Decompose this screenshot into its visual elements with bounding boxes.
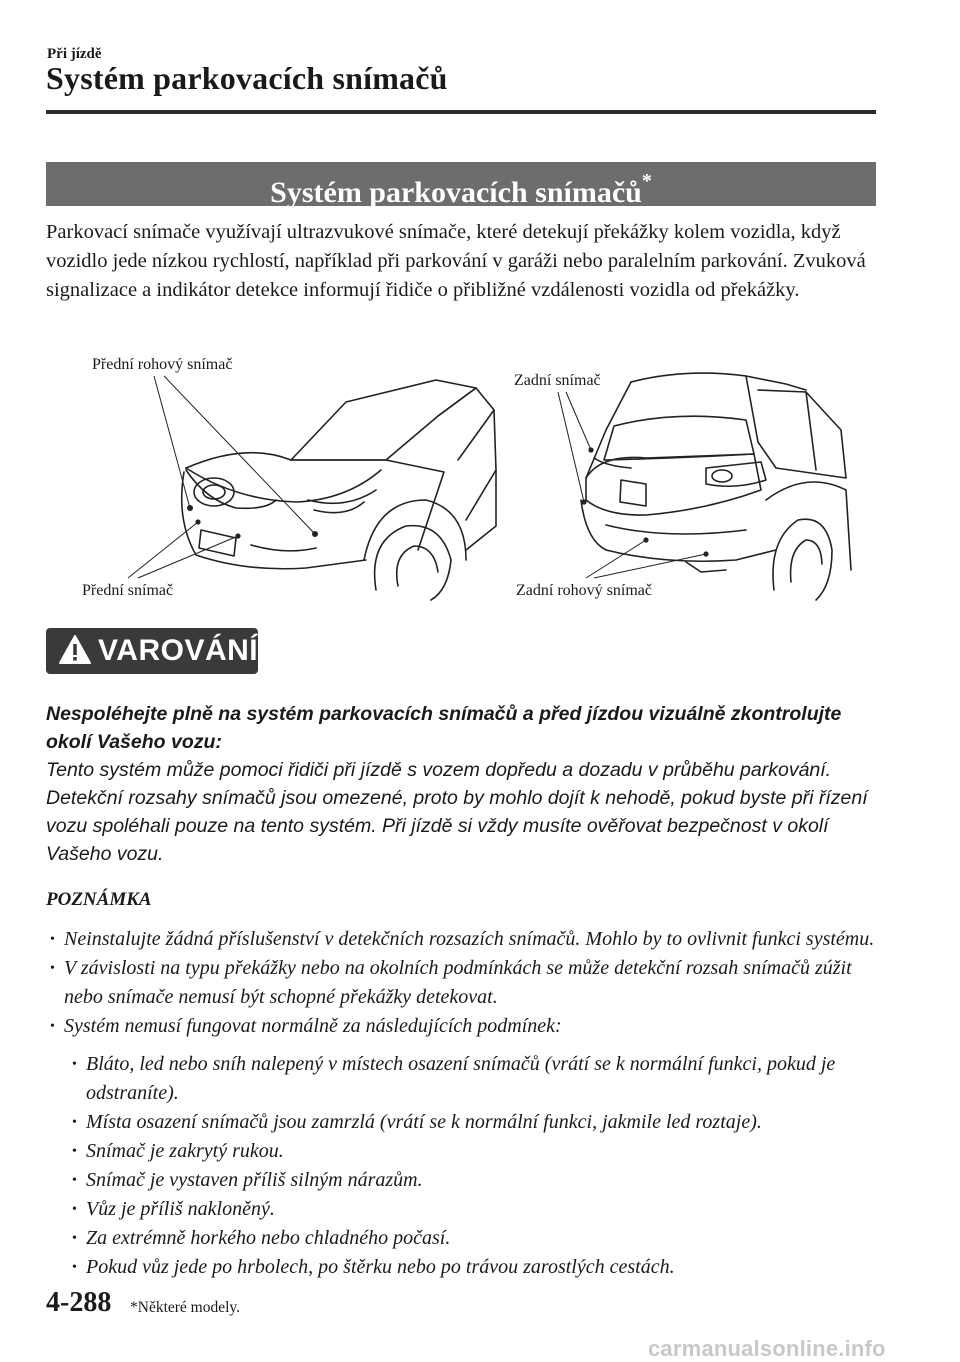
warning-body: Tento systém může pomoci řidiči při jízdě s vozem dopředu a dozadu v průběhu parkování. Detekční rozsahy snímačů jsou omezené, proto by mohlo dojít k nehodě, pokud byste při řízení vozu spoléhali pouze na tento systém. Při jízdě si vždy musíte ověřovat bezpečnost v okolí Vašeho vozu. <box>46 759 868 865</box>
footnote: *Některé modely. <box>130 1299 241 1316</box>
note-item: • Systém nemusí fungovat normálně za následujících podmínek: <box>46 1012 876 1041</box>
intro-text: Parkovací snímače využívají ultrazvukové snímače, které detekují překážky kolem vozidla, když vozidlo jede nízkou rychlostí, například při parkování v garáži nebo paralelním parkování. Zvuková signalizace a indikátor detekce informují řidiče o přibližné vzdálenosti vozidla od překážky. <box>46 221 866 301</box>
watermark: carmanualsonline.info <box>648 1336 886 1361</box>
rear-sensor-label: Zadní snímač <box>514 372 601 389</box>
page-title: Systém parkovacích snímačů <box>46 60 448 96</box>
warning-triangle-icon <box>58 634 92 666</box>
note-subitem: • Za extrémně horkého nebo chladného počasí. <box>68 1224 876 1253</box>
front-car <box>182 380 496 600</box>
note-subitem: • Snímač je vystaven příliš silným nárazům. <box>68 1166 876 1195</box>
intro-paragraph <box>46 218 876 305</box>
warning-badge <box>46 628 258 674</box>
rear-car <box>581 373 851 600</box>
note-subitem: • Vůz je příliš nakloněný. <box>68 1195 876 1224</box>
note-subitem: • Bláto, led nebo sníh nalepený v místech osazení snímačů (vrátí se k normální funkci, pokud je odstraníte). <box>68 1050 876 1108</box>
car-drawing <box>46 350 876 610</box>
note-list <box>46 925 876 1282</box>
note-subitem: • Pokud vůz jede po hrbolech, po štěrku nebo po trávou zarostlých cestách. <box>68 1253 876 1282</box>
page-number: 4-288 <box>46 1287 112 1318</box>
rear-corner-sensor-label: Zadní rohový snímač <box>516 582 652 599</box>
sensor-illustration <box>46 350 876 610</box>
front-corner-sensor-label: Přední rohový snímač <box>92 356 233 373</box>
warning-badge-label: VAROVÁNÍ <box>98 634 259 667</box>
note-item: • Neinstalujte žádná příslušenství v detekčních rozsazích snímačů. Mohlo by to ovlivnit funkci systému. <box>46 925 876 954</box>
note-item: • V závislosti na typu překážky nebo na okolních podmínkách se může detekční rozsah snímačů zúžit nebo snímače nemusí být schopné překážky detekovat. <box>46 954 876 1012</box>
section-title: Systém parkovacích snímačů <box>270 176 642 209</box>
note-heading: POZNÁMKA <box>46 889 152 910</box>
footnote-marker: * <box>641 170 652 192</box>
front-sensor-label: Přední snímač <box>82 582 174 599</box>
header-divider <box>46 110 876 114</box>
note-subitem: • Místa osazení snímačů jsou zamrzlá (vrátí se k normální funkci, jakmile led roztaje). <box>68 1108 876 1137</box>
section-banner <box>46 162 876 209</box>
chapter-label: Při jízdě <box>47 46 102 62</box>
note-subitem: • Snímač je zakrytý rukou. <box>68 1137 876 1166</box>
warning-heading: Nespoléhejte plně na systém parkovacích snímačů a před jízdou vizuálně zkontrolujte okolí Vašeho vozu: <box>46 703 842 753</box>
warning-block <box>46 700 876 868</box>
note-sublist <box>46 1050 876 1282</box>
